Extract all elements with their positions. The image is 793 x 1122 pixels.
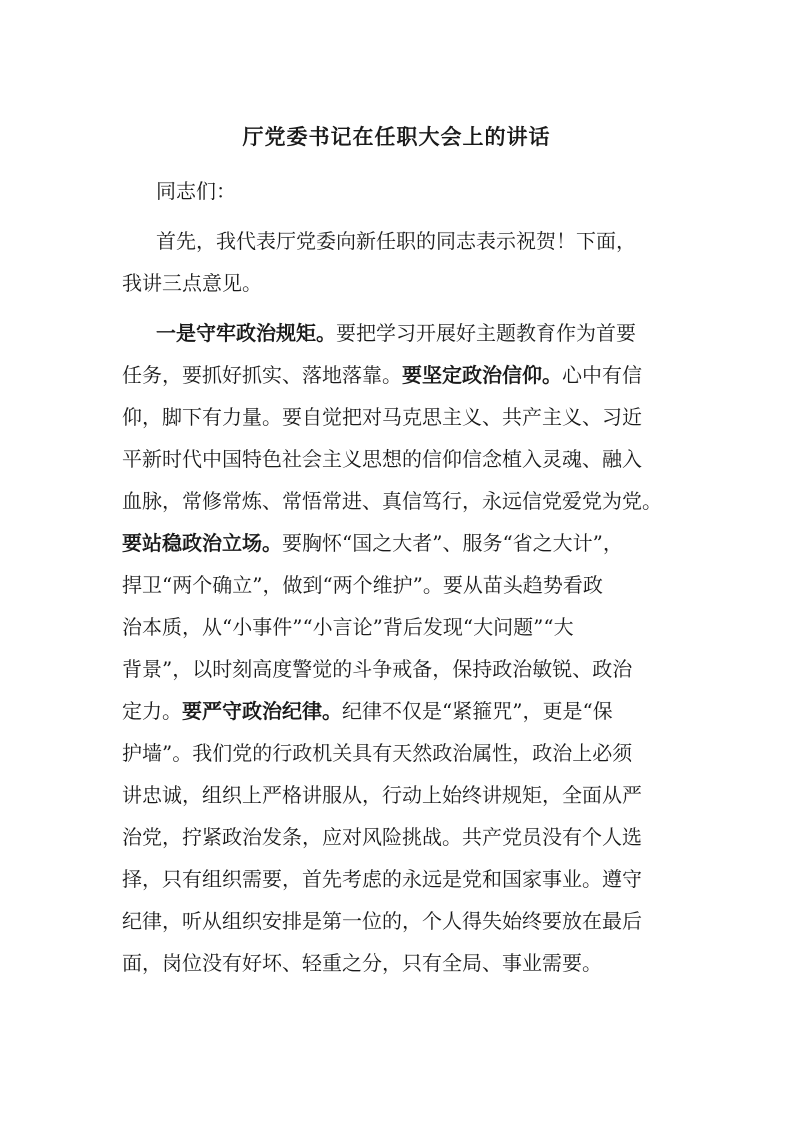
paragraph-2-line-3: 仰，脚下有力量。要自觉把对马克思主义、共产主义、习近 (122, 405, 642, 429)
paragraph-text: 任务，要抓好抓实、落地落靠。 (122, 363, 402, 387)
paragraph-2-line-16: 面，岗位没有好坏、轻重之分，只有全局、事业需要。 (122, 951, 602, 975)
paragraph-2-line-11: 护墙”。我们党的行政机关具有天然政治属性，政治上必须 (122, 741, 633, 765)
section-heading-4: 要严守政治纪律。 (182, 699, 342, 723)
paragraph-2-line-10 (122, 696, 613, 726)
paragraph-text: 定力。 (122, 699, 182, 723)
paragraph-1-line-1: 首先，我代表厅党委向新任职的同志表示祝贺！下面， (156, 229, 636, 253)
paragraph-2-line-12: 讲忠诚，组织上严格讲服从，行动上始终讲规矩，全面从严 (122, 783, 642, 807)
document-title: 厅党委书记在任职大会上的讲话 (242, 124, 551, 149)
paragraph-text: 纪律不仅是“紧箍咒”，更是“保 (342, 699, 613, 723)
greeting: 同志们： (156, 179, 236, 203)
paragraph-2-line-9: 背景”，以时刻高度警觉的斗争戒备，保持政治敏锐、政治 (122, 657, 633, 681)
paragraph-2-line-2 (122, 360, 642, 390)
paragraph-2-line-8: 治本质，从“小事件”“小言论”背后发现“大问题”“大 (122, 615, 574, 639)
paragraph-text: 要把学习开展好主题教育作为首要 (336, 321, 636, 345)
paragraph-2-line-6 (122, 528, 623, 558)
paragraph-2-line-14: 择，只有组织需要，首先考虑的永远是党和国家事业。遵守 (122, 867, 642, 891)
paragraph-2-line-7: 捍卫“两个确立”，做到“两个维护”。要从苗头趋势看政 (122, 573, 603, 597)
paragraph-text: 要胸怀“国之大者”、服务“省之大计”， (282, 531, 623, 555)
section-heading-1: 一是守牢政治规矩。 (156, 321, 336, 345)
paragraph-2-line-13: 治党，拧紧政治发条，应对风险挑战。共产党员没有个人选 (122, 825, 642, 849)
paragraph-2-line-15: 纪律，听从组织安排是第一位的，个人得失始终要放在最后 (122, 909, 642, 933)
section-heading-2: 要坚定政治信仰。 (402, 363, 562, 387)
paragraph-2-line-1 (156, 318, 636, 348)
paragraph-2-line-4: 平新时代中国特色社会主义思想的信仰信念植入灵魂、融入 (122, 447, 642, 471)
section-heading-3: 要站稳政治立场。 (122, 531, 282, 555)
paragraph-1-line-2: 我讲三点意见。 (122, 271, 262, 295)
paragraph-text: 心中有信 (562, 363, 642, 387)
paragraph-2-line-5: 血脉，常修常炼、常悟常进、真信笃行，永远信党爱党为党。 (122, 489, 662, 513)
